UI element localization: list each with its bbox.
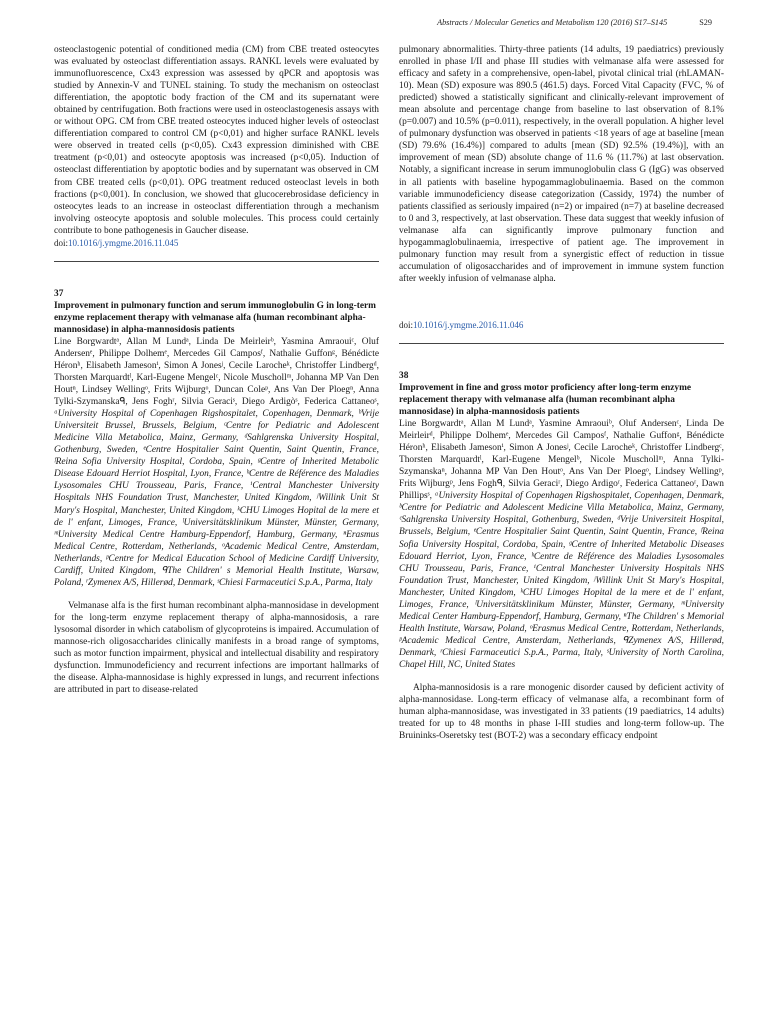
abstract-title: Improvement in fine and gross motor proficiency after long-term enzyme replacement therapy with velmanase alfa (human recombinant alpha mannosidase) in alpha-mannosidosis patients: [399, 383, 692, 418]
abstract-number: 38: [399, 370, 409, 381]
journal-citation: Abstracts / Molecular Genetics and Metabolism 120 (2016) S17–S145: [437, 18, 668, 27]
abstract-number: 37: [54, 288, 64, 299]
page-number: S29: [699, 18, 712, 27]
doi-link[interactable]: 10.1016/j.ymgme.2016.11.046: [413, 319, 524, 330]
affiliations: ᵃUniversity Hospital of Copenhagen Rigshospitalet, Copenhagen, Denmark, ᵇCentre for Pediatric and Adolescent Medicine Villa Metabolica, Mainz, Germany, ᶜSahlgrenska University Hospital, Gothenburg, Sweden, ᵈVrije Universiteit Hospital, Brussels, Belgium, ᵉCentre Hospitalier Saint Quentin, Saint Quentin, France, ᶠReina Sofia University Hospital, Cordoba, Spain, ᵍCentre of Inherited Metabolic Diseases Edouard Herriot, Lyon, France, ʰCentre de Référence des Maladies Lysosomales CHU Trousseau, Paris, France, ⁱCentral Manchester University Hospitals NHS Foundation Trust, Manchester, United Kingdom, ʲWillink Unit St Mary's Hospital, Manchester, United Kingdom, ᵏCHU Limoges Hopital de la mere et de l' enfant, Limoges, France, ˡUniversitätsklinikum Münster, Münster, Germany, ᵐUniversity Medical Center Hamburg-Eppendorf, Hamburg, Germany, ⁿThe Children' s Memorial Health Institute, Warsaw, Poland, ᵒErasmus Medical Centre, Rotterdam, Netherlands, ᵖAcademic Medical Centre, Amsterdam, Netherlands, ᑫZymenex A/S, Hillerød, Denmark, ʳChiesi Farmaceutici S.p.A., Parma, Italy, ˢUniversity of North Carolina, Chapel Hill, NC, United States: [399, 491, 725, 670]
doi-line: [399, 319, 724, 331]
abstract-body: Alpha-mannosidosis is a rare monogenic disorder caused by deficient activity of alpha-mannosidase. Long-term efficacy of velmanase alfa, a recombinant form of human alpha-mannosidase, was investigated in 33 patients (19 paediatrics, 14 adults) treated for up to 48 months in phase I-III studies and long-term follow-up. The Bruininks-Oseretsky test (BOT-2) was a secondary efficacy endpoint: [399, 683, 724, 742]
right-column: [399, 44, 724, 742]
section-divider: [54, 261, 379, 262]
doi-line: [54, 237, 379, 249]
section-divider: [399, 343, 724, 344]
authors: Line Borgwardtᵃ, Allan M Lundᵃ, Linda De Meirleirᵇ, Yasmina Amraouiᶜ, Oluf Andersenᵉ, Philippe Dolhemᵉ, Mercedes Gil Camposᶠ, Nathalie Guffonᵍ, Bénédicte Héronʰ, Elisabeth Jamesonⁱ, Simon A Jonesʲ, Cecile Larocheᵏ, Christoffer Lindbergᵈ, Thorsten Marquardtˡ, Karl-Eugene Mengelᶜ, Nicole Muschollᵐ, Johanna MP Van Den Houtⁿ, Lindsey Wellingᵒ, Frits Wijburgᵒ, Duncan Coleᵖ, Ans Van Der Ploegⁿ, Anna Tylki-Szymanskaᑫ, Jens Foghʳ, Silvia Geraciˢ, Diego Ardigòˢ, Federica Cattaneoˢ,: [54, 336, 379, 408]
doi-link[interactable]: 10.1016/j.ymgme.2016.11.045: [68, 237, 179, 248]
author-list: [399, 418, 724, 671]
previous-abstract-continuation: osteoclastogenic potential of conditioned media (CM) from CBE treated osteocytes was evaluated by osteoclast differentiation assays. RANKL levels were evaluated by immunofluorescence, Cx43 expression was assessed by qPCR and apoptosis was studied by Annexin-V and TUNEL staining. To study the mechanism on osteoclast differentiation, the apoptotic body fraction of the CM and its supernatant were obtained by centrifugation. Both fractions were used in osteoclastogenesis assays with or without OPG. CM from CBE treated osteocytes induced higher levels of osteoclast differentiation compared to control CM (p<0,01) and higher surface RANKL levels were observed in treated cells (p<0,05). Cx43 expression diminished with CBE treatment (p<0,01) and osteocyte apoptosis was increased (p<0,05). Induction of osteoclast differentiation by apoptotic bodies and by supernatant was observed in CM from CBE treated cells (p<0,01). OPG treatment reduced osteoclast levels in both fractions (p<0,001). In conclusion, we showed that glucocerebrosidase deficiency in osteocytes leads to an increase in osteoclast differentiation through a mechanism involving osteocyte apoptosis and soluble molecules. This process could certainly contribute to bone pathogenesis in Gaucher disease.: [54, 45, 379, 236]
running-header: [54, 18, 712, 27]
doi-prefix: doi:: [54, 237, 69, 248]
abstract-body: Velmanase alfa is the first human recombinant alpha-mannosidase in development for the long-term enzyme replacement therapy of alpha-mannosidosis, a rare lysosomal disorder in which catabolism of glycoproteins is impaired. Accumulation of mannose-rich oligosaccharides clinically manifests in a broad range of symptoms, such as motor function impairment, physical and intellectual disability and respiratory dysfunction. Immunodeficiency and recurrent infections are important hallmarks of the disease. Alpha-mannosidase is highly expressed in lungs, and recurrent infections are attributed in part to disease-related: [54, 600, 379, 696]
abstract-title: Improvement in pulmonary function and serum immunoglobulin G in long-term enzyme replacement therapy with velmanase alfa (human recombinant alpha-mannosidase) in alpha-mannosidosis patients: [54, 300, 376, 335]
left-column: [54, 44, 379, 696]
doi-prefix: doi:: [399, 319, 414, 330]
affiliations: ᵃUniversity Hospital of Copenhagen Rigshospitalet, Copenhagen, Denmark, ᵇVrije Universiteit Brussel, Brussels, Belgium, ᶜCentre for Pediatric and Adolescent Medicine Villa Metabolica, Mainz, Germany, ᵈSahlgrenska University Hospital, Gothenburg, Sweden, ᵉCentre Hospitalier Saint Quentin, Saint Quentin, France, ᶠReina Sofia University Hospital, Cordoba, Spain, ᵍCentre of Inherited Metabolic Disease Edouard Herriot Hospital, Lyon, France, ʰCentre de Référence des Maladies Lysosomales CHU Trousseau, Paris, France, ⁱCentral Manchester University Hospitals NHS Foundation Trust, Manchester, United Kingdom, ʲWillink Unit St Mary's Hospital, Manchester, United Kingdom, ᵏCHU Limoges Hopital de la mere et de l' enfant, Limoges, France, ˡUniversitätsklinikum Münster, Münster, Germany, ᵐUniversity Medical Centre Hamburg-Eppendorf, Hamburg, Germany, ⁿErasmus Medical Centre, Rotterdam, Netherlands, ᵒAcademic Medical Centre, Amsterdam, Netherlands, ᵖCentre for Medical Education School of Medicine Cardiff University, Cardiff, United Kingdom, ᑫThe Children' s Memorial Health Institute, Warsaw, Poland, ʳZymenex A/S, Hillerød, Denmark, ˢChiesi Farmaceutici S.p.A., Parma, Italy: [54, 409, 379, 588]
authors: Line Borgwardtᵃ, Allan M Lundᵃ, Yasmine Amraouiᵇ, Oluf Andersenᶜ, Linda De Meirleirᵈ, Philippe Dolhemᵉ, Mercedes Gil Camposᶠ, Nathalie Guffonᵍ, Bénédicte Héronʰ, Elisabeth Jamesonⁱ, Simon A Jonesʲ, Cecile Larocheᵏ, Christoffer Lindbergᶜ, Thorsten Marquardtˡ, Karl-Eugene Mengelᵇ, Nicole Muschollᵐ, Anna Tylki-Szymanskaⁿ, Johanna MP Van Den Houtᵒ, Ans Van Der Ploegᵒ, Lindsey Wellingᵖ, Frits Wijburgᵖ, Jens Foghᑫ, Silvia Geraciʳ, Diego Ardigoʳ, Federica Cattaneoʳ, Dawn Phillipsˢ,: [399, 419, 724, 502]
author-list: [54, 336, 379, 589]
previous-abstract-continuation: pulmonary abnormalities. Thirty-three patients (14 adults, 19 paediatrics) previously enrolled in phase I/II and phase III studies with velmanase alfa were assessed for efficacy and safety in a comprehensive, open-label, pivotal clinical trial (rhLAMAN-10). Mean (SD) exposure was 890.5 (461.5) days. Forced Vital Capacity (FVC, % of predicted) showed a statistically significant and clinically-relevant improvement of mean absolute and percentage change from baseline to last observation of 8.1% (p=0.007) and 10.5% (p=0.011), respectively, in the overall population. A higher level of pulmonary dysfunction was observed in patients <18 years of age at baseline [mean (SD) 79.6% (16.4%)] compared to adults [mean (SD) 92.5% (19.4%)], with an improvement of mean (SD) absolute change of 11.6 % (11.7%) at last observation. Notably, a significant increase in serum immunoglobulin class G (IgG) was observed in all patients with baseline hypogammaglobulinaemia. Based on the common variable immunodeficiency disease categorization (Cassidy, 1974) the number of patients classified as seriously impaired (n=2) or impaired (n=7) at baseline decreased to 0 and 3, respectively, at last observation. These data suggest that weekly infusion of velmanase alfa can significantly improve pulmonary function and hypogammaglobulinaemia, irrespective of patient age. The improvement in pulmonary function may result from a synergistic effect of reduction in tissue accumulation of oligosaccharides and of improvement in immune system function after weekly infusion of velmanase alpha.: [399, 45, 724, 284]
